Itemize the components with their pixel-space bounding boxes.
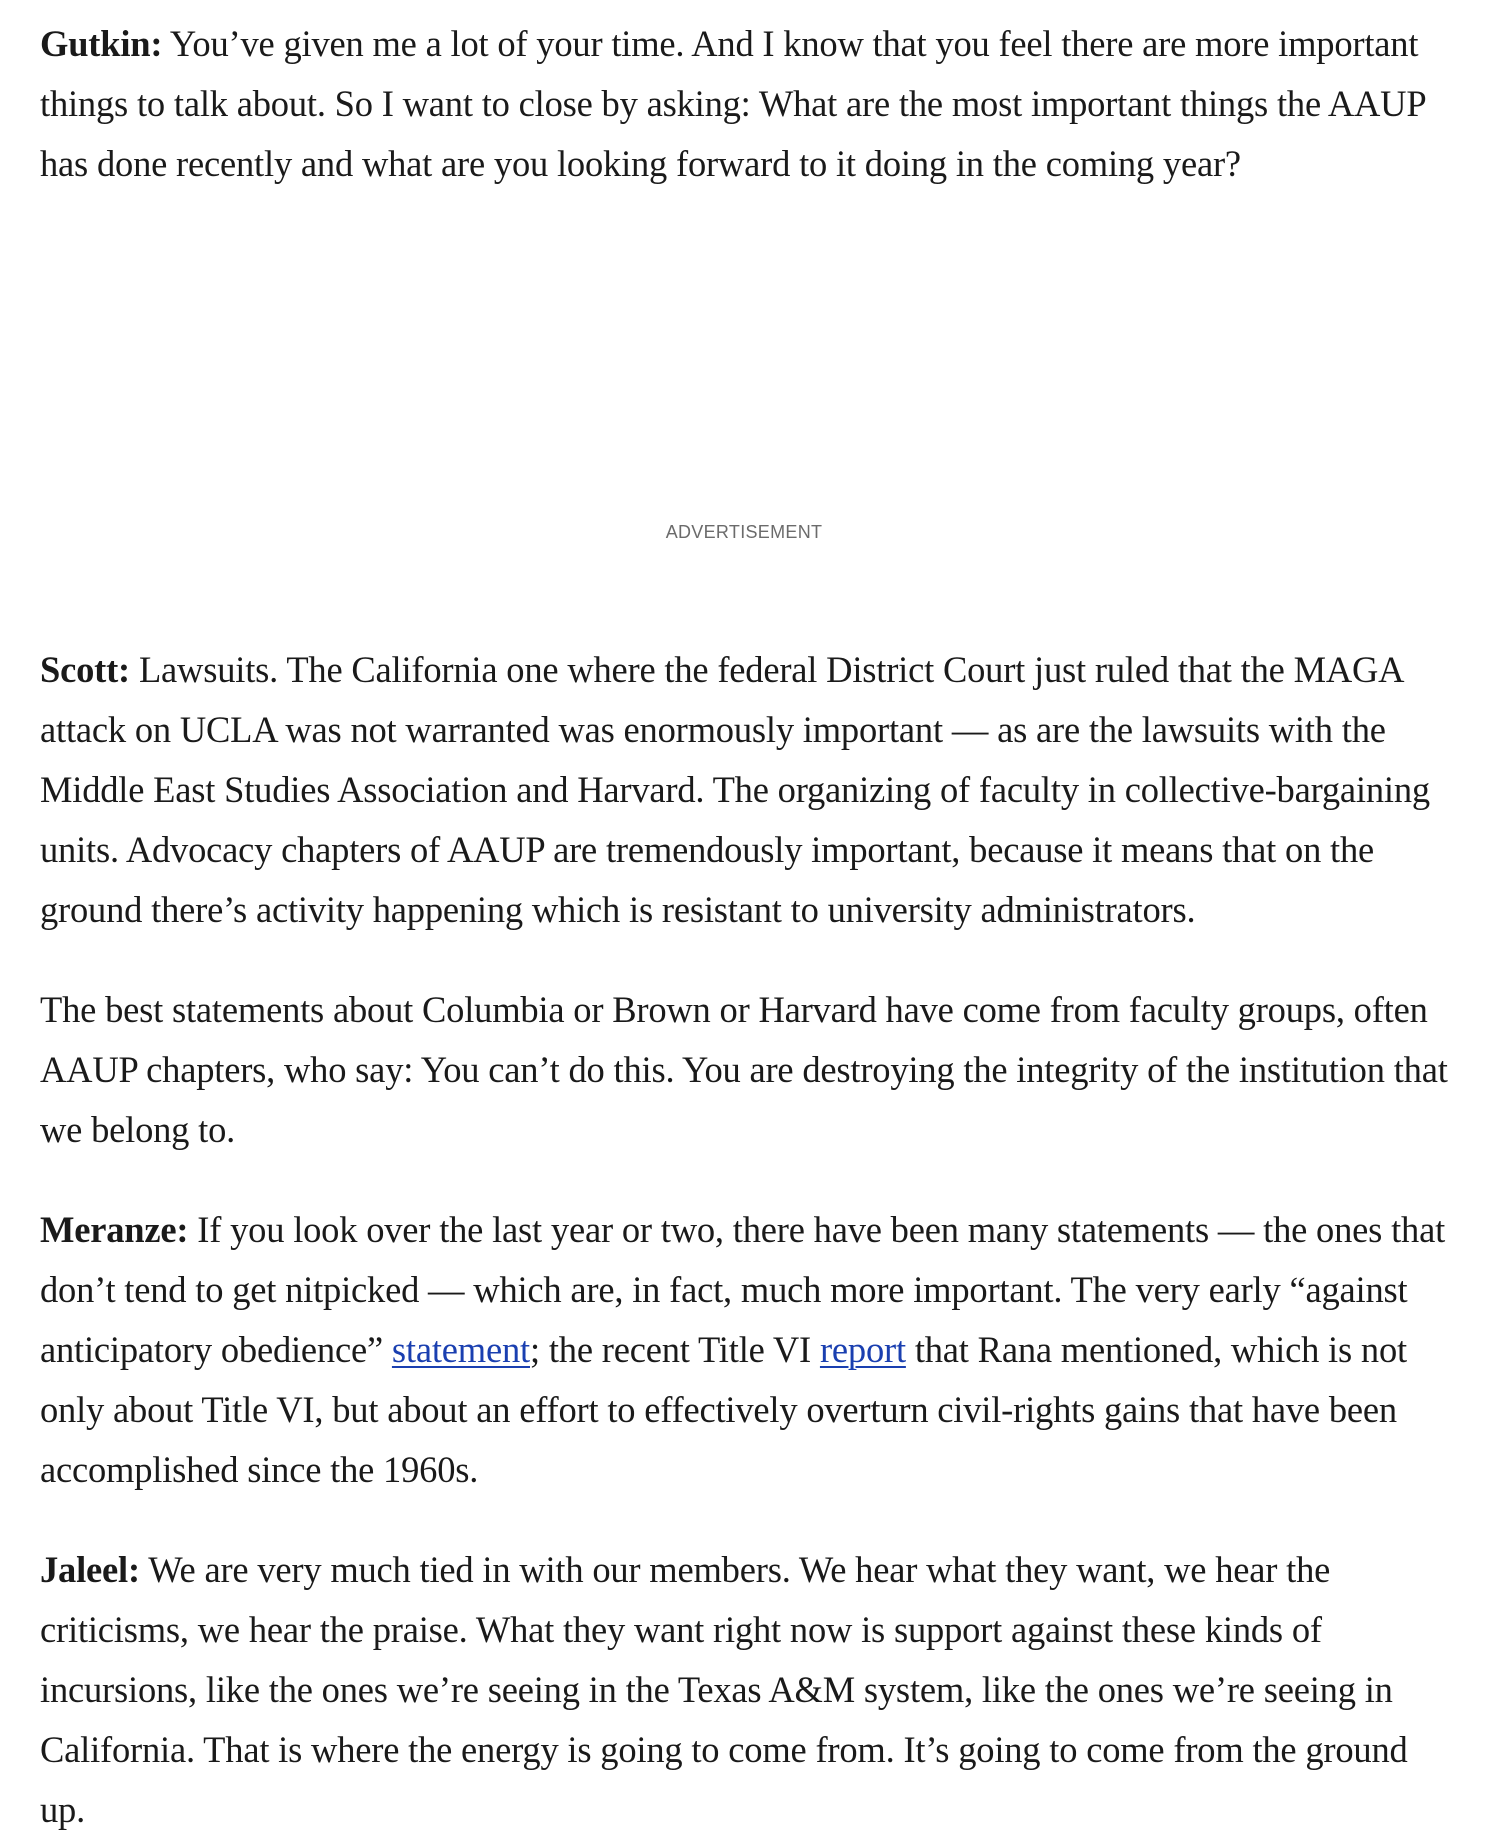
paragraph-scott-continued — [40, 980, 1460, 1160]
paragraph-jaleel — [40, 1540, 1460, 1840]
statement-link[interactable]: statement — [391, 1329, 530, 1370]
paragraph-gutkin — [40, 14, 1460, 194]
speaker-label: Meranze: — [40, 1209, 189, 1250]
paragraph-text: Lawsuits. The California one where the federal District Court just ruled that the MAGA attack on UCLA was not warranted was enormously important — as are the lawsuits with the Middle East Studies Association and Harvard. The organizing of faculty in collective-bargaining units. Advocacy chapters of AAUP are tremendously important, because it means that on the ground there’s activity happening which is resistant to university administrators. — [40, 649, 1430, 930]
paragraph-text: You’ve given me a lot of your time. And I know that you feel there are more important things to talk about. So I want to close by asking: What are the most important things the AAUP has done recently and what are you looking forward to it doing in the coming year? — [40, 23, 1426, 184]
paragraph-meranze — [40, 1200, 1460, 1500]
report-link[interactable]: report — [819, 1329, 906, 1370]
paragraph-scott — [40, 640, 1460, 940]
advertisement-slot — [40, 194, 1460, 640]
paragraph-text: If you look over the last year or two, there have been many statements — the ones that don’t tend to get nitpicked — which are, in fact, much more important. The very early “against anticipatory obedience” — [40, 1209, 1446, 1370]
advertisement-label: ADVERTISEMENT — [665, 522, 823, 542]
paragraph-text: that Rana mentioned, which is not only about Title VI, but about an effort to effectively overturn civil-rights gains that have been accomplished since the 1960s. — [40, 1329, 1407, 1490]
speaker-label: Scott: — [40, 649, 131, 690]
paragraph-text: We are very much tied in with our members. We hear what they want, we hear the criticisms, we hear the praise. What they want right now is support against these kinds of incursions, like the ones we’re seeing in the Texas A&M system, like the ones we’re seeing in California. That is where the energy is going to come from. It’s going to come from the ground up. — [40, 1549, 1408, 1830]
speaker-label: Jaleel: — [40, 1549, 140, 1590]
paragraph-text: ; the recent Title VI — [530, 1329, 820, 1370]
paragraph-text: The best statements about Columbia or Brown or Harvard have come from faculty groups, often AAUP chapters, who say: You can’t do this. You are destroying the integrity of the institution that we belong to. — [40, 989, 1448, 1150]
speaker-label: Gutkin: — [40, 23, 163, 64]
article-body — [40, 14, 1460, 1840]
